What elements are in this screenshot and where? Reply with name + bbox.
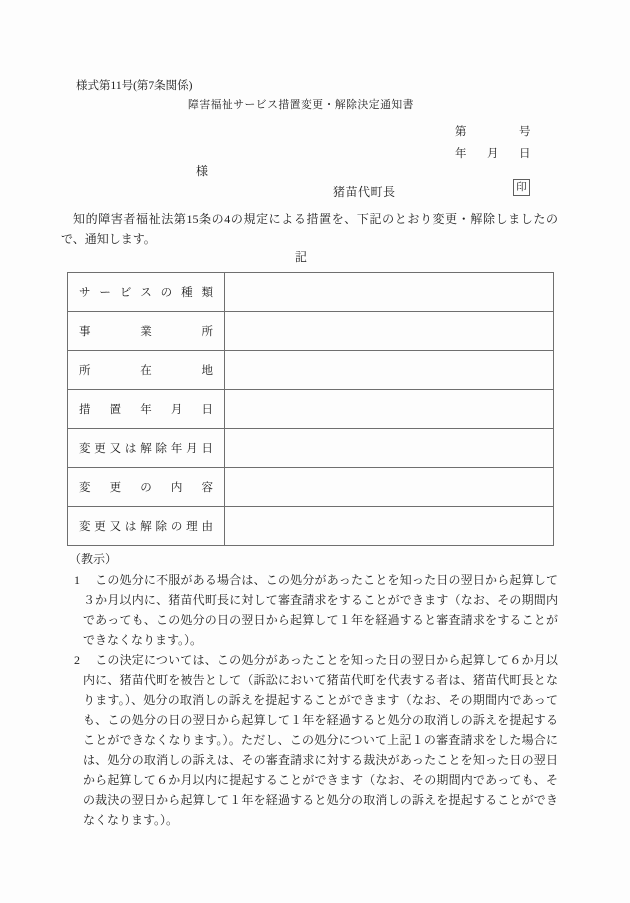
notice-item-1	[69, 570, 558, 650]
seal-mark: 印	[513, 179, 530, 196]
row-label: 変更又は解除の理由	[68, 507, 225, 546]
notification-paragraph: 知的障害者福祉法第15条の4の規定による措置を、下記のとおり変更・解除しましたので、通知します。	[61, 212, 558, 246]
row-label: 措置年月日	[68, 390, 225, 429]
ki-marker: 記	[294, 250, 307, 264]
row-label: 変更の内容	[68, 468, 225, 507]
row-value	[225, 429, 554, 468]
row-label: 事業所	[68, 312, 225, 351]
row-value	[225, 351, 554, 390]
row-label: 変更又は解除年月日	[68, 429, 225, 468]
row-label: サービスの種類	[68, 273, 225, 312]
table-row-office	[68, 312, 554, 351]
row-value	[225, 507, 554, 546]
row-label: 所在地	[68, 351, 225, 390]
sender-name: 猪苗代町長	[333, 185, 396, 199]
table-row-change-cancel-reason	[68, 507, 554, 546]
row-value	[225, 390, 554, 429]
table-row-change-content	[68, 468, 554, 507]
notice-item-2	[69, 650, 558, 830]
date-year-mark: 年	[455, 148, 467, 160]
row-value	[225, 312, 554, 351]
form-number: 様式第11号(第7条関係)	[76, 80, 193, 92]
notice-item-text: この処分に不服がある場合は、この処分があったことを知った日の翌日から起算して３か月以内に、猪苗代町長に対して審査請求をすることができます（なお、その期間内であっても、この処分の日の翌日から起算して１年を経過すると審査請求をすることができなくなります。）。	[83, 573, 558, 647]
details-table	[67, 272, 554, 546]
doc-number-prefix: 第	[455, 126, 467, 138]
kyoji-heading: （教示）	[69, 552, 118, 566]
table-row-measure-date	[68, 390, 554, 429]
kyoji-notice	[69, 549, 558, 830]
row-value	[225, 273, 554, 312]
notice-item-number: 1	[74, 573, 80, 587]
notice-item-text: この決定については、この処分があったことを知った日の翌日から起算して６か月以内に、猪苗代町を被告として（訴訟において猪苗代町を代表する者は、猪苗代町長となります。）、処分の取消しの訴えを提起することができます（なお、その期間内であっても、この処分の日の翌日から起算して１年を経過すると処分の取消しの訴えを提起することができなくなります。）。ただし、この処分について上記１の審査請求をした場合には、処分の取消しの訴えは、その審査請求に対する裁決があったことを知った日の翌日から起算して６か月以内に提起することができます（なお、その期間内であっても、その裁決の翌日から起算して１年を経過すると処分の取消しの訴えを提起することができなくなります。）。	[83, 653, 558, 827]
addressee-suffix: 様	[196, 164, 209, 178]
date-day-mark: 日	[519, 148, 531, 160]
table-row-location	[68, 351, 554, 390]
table-row-change-cancel-date	[68, 429, 554, 468]
row-value	[225, 468, 554, 507]
notice-item-number: 2	[74, 653, 80, 667]
document-title: 障害福祉サービス措置変更・解除決定通知書	[188, 99, 414, 111]
doc-number-suffix: 号	[519, 126, 531, 138]
table-row-service-type	[68, 273, 554, 312]
date-month-mark: 月	[487, 148, 499, 160]
